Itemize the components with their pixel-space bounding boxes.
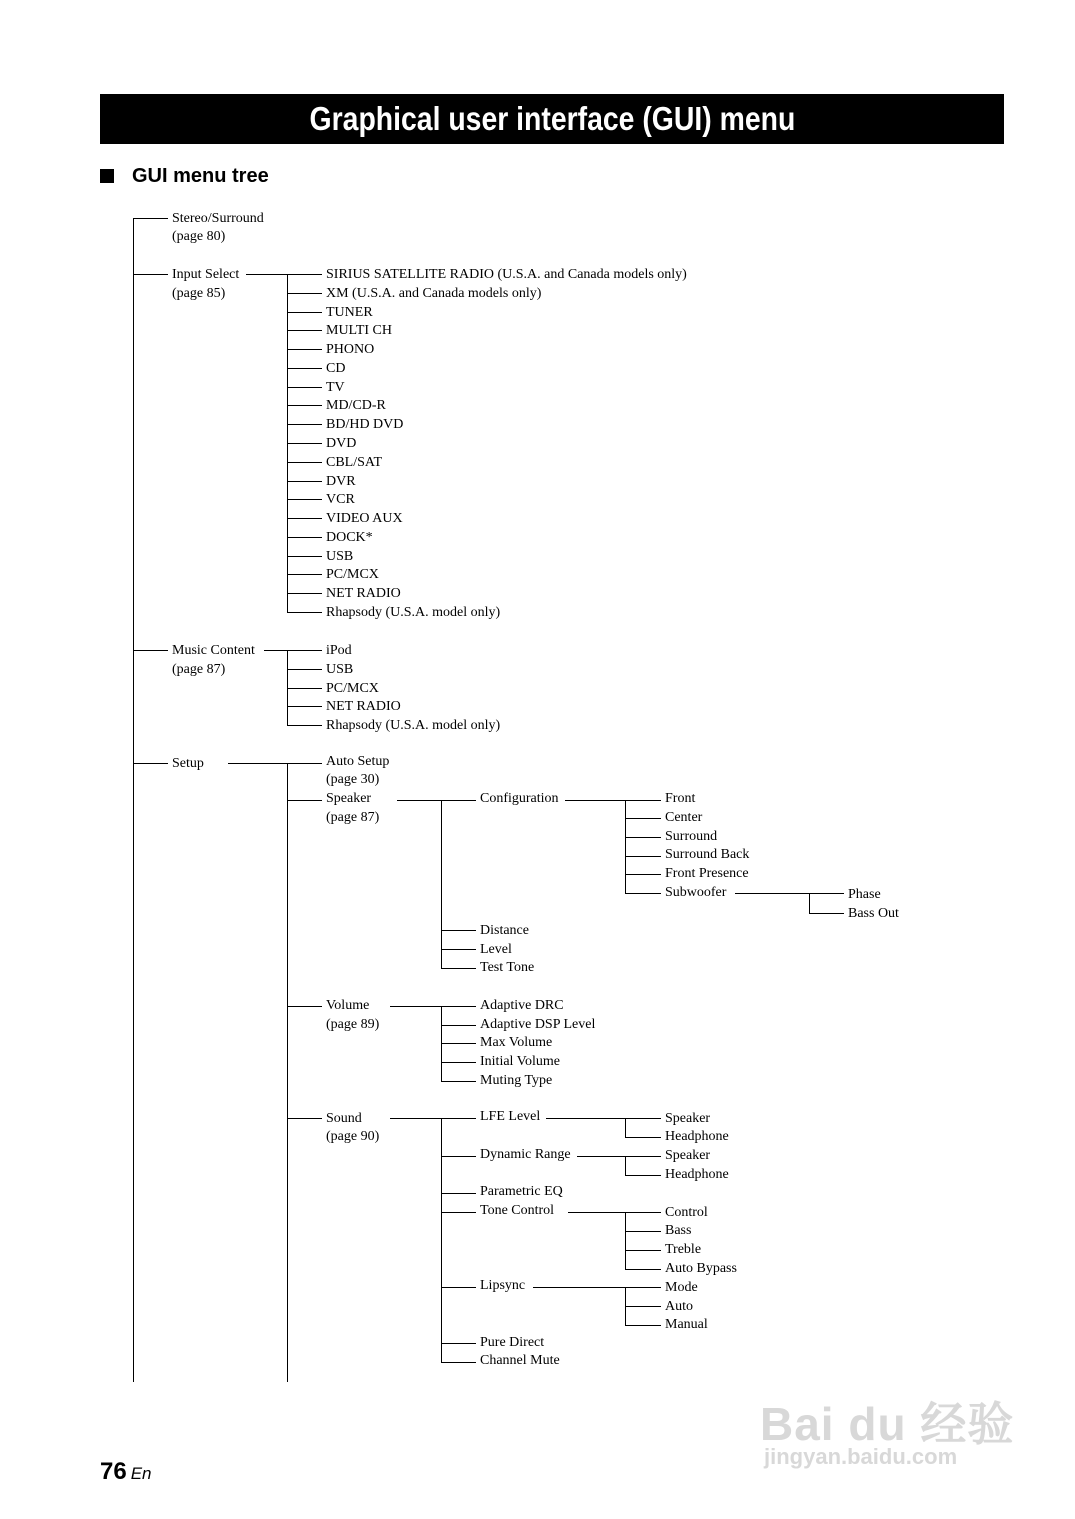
input-select-item: USB [326, 548, 354, 564]
music-content-item: iPod [326, 643, 352, 658]
page-ref-input-select: (page 85) [172, 286, 226, 301]
configuration-item: Center [665, 809, 703, 825]
menu-dynamic-range: Dynamic Range [480, 1147, 571, 1162]
page-ref-stereo: (page 80) [172, 229, 226, 244]
music-content-item: PC/MCX [326, 680, 379, 696]
menu-test-tone: Test Tone [480, 960, 535, 975]
input-select-item: XM (U.S.A. and Canada models only) [326, 285, 542, 301]
page-number [100, 1458, 152, 1486]
configuration-item: Surround Back [665, 847, 750, 863]
watermark-url: jingyan.baidu.com [764, 1444, 958, 1469]
volume-item: Adaptive DRC [480, 998, 564, 1013]
menu-tone-treble: Treble [665, 1242, 702, 1257]
menu-dynamic-speaker: Speaker [665, 1148, 711, 1163]
page-ref-speaker: (page 87) [326, 810, 380, 825]
music-content-item: USB [326, 661, 354, 677]
music-content-item: NET RADIO [326, 699, 401, 715]
menu-tone-bass: Bass [665, 1223, 692, 1238]
menu-lfe-speaker: Speaker [665, 1111, 711, 1126]
menu-setup: Setup [172, 756, 204, 771]
input-select-item: NET RADIO [326, 586, 401, 602]
menu-parametric-eq: Parametric EQ [480, 1184, 563, 1199]
page-ref-music-content: (page 87) [172, 662, 226, 677]
menu-level: Level [480, 942, 512, 957]
menu-distance: Distance [480, 923, 529, 938]
menu-input-select: Input Select [172, 267, 240, 282]
page-number-value: 76 [100, 1458, 127, 1485]
menu-lipsync-manual: Manual [665, 1317, 708, 1332]
menu-lfe-headphone: Headphone [665, 1129, 729, 1144]
volume-item: Max Volume [480, 1035, 553, 1051]
page-ref-auto-setup: (page 30) [326, 772, 380, 787]
input-select-item: VCR [326, 492, 355, 508]
baidu-watermark [760, 1360, 1020, 1480]
volume-item: Adaptive DSP Level [480, 1016, 596, 1032]
input-select-item: TV [326, 379, 345, 395]
menu-auto-setup: Auto Setup [326, 754, 390, 769]
input-select-item: CD [326, 360, 346, 376]
input-select-item: DVD [326, 436, 357, 452]
watermark-logo: Bai du 经验 [760, 1398, 1015, 1450]
configuration-item: Surround [665, 828, 718, 844]
input-select-item: MD/CD-R [326, 398, 386, 414]
menu-tone-auto-bypass: Auto Bypass [665, 1261, 737, 1276]
menu-stereo-surround: Stereo/Surround [172, 211, 264, 226]
menu-dynamic-headphone: Headphone [665, 1167, 729, 1182]
input-select-item: MULTI CH [326, 323, 392, 339]
configuration-item: Front Presence [665, 866, 749, 882]
input-select-item: SIRIUS SATELLITE RADIO (U.S.A. and Canada models only) [326, 267, 687, 282]
input-select-item: BD/HD DVD [326, 417, 404, 433]
menu-tone-controlitem: Control [665, 1205, 708, 1220]
menu-tone-control: Tone Control [480, 1203, 555, 1218]
volume-item: Initial Volume [480, 1054, 560, 1070]
menu-volume: Volume [326, 998, 370, 1013]
menu-channel-mute: Channel Mute [480, 1353, 560, 1368]
configuration-item: Subwoofer [665, 885, 727, 900]
menu-lipsync: Lipsync [480, 1278, 526, 1293]
page-ref-sound: (page 90) [326, 1129, 380, 1144]
configuration-item: Front [665, 791, 696, 806]
input-select-item: DOCK* [326, 529, 373, 545]
input-select-item: VIDEO AUX [326, 511, 403, 527]
input-select-item: DVR [326, 473, 356, 489]
menu-lfe-level: LFE Level [480, 1109, 541, 1124]
menu-bass-out: Bass Out [848, 906, 899, 921]
menu-music-content: Music Content [172, 643, 255, 658]
input-select-item: TUNER [326, 304, 373, 320]
section-title: GUI menu tree [132, 165, 269, 187]
menu-configuration: Configuration [480, 791, 559, 806]
input-select-item: Rhapsody (U.S.A. model only) [326, 605, 501, 621]
input-select-item: PHONO [326, 342, 375, 358]
menu-phase: Phase [848, 887, 881, 902]
input-select-item: PC/MCX [326, 567, 379, 583]
input-select-item: CBL/SAT [326, 454, 383, 470]
volume-item: Muting Type [480, 1072, 553, 1088]
menu-sound: Sound [326, 1111, 362, 1126]
menu-speaker: Speaker [326, 791, 372, 806]
page-title: Graphical user interface (GUI) menu [309, 100, 795, 137]
page-language: En [130, 1464, 152, 1483]
menu-lipsync-mode: Mode [665, 1280, 698, 1295]
menu-lipsync-auto: Auto [665, 1299, 693, 1314]
page-ref-volume: (page 89) [326, 1017, 380, 1032]
music-content-item: Rhapsody (U.S.A. model only) [326, 718, 501, 734]
menu-pure-direct: Pure Direct [480, 1335, 545, 1350]
